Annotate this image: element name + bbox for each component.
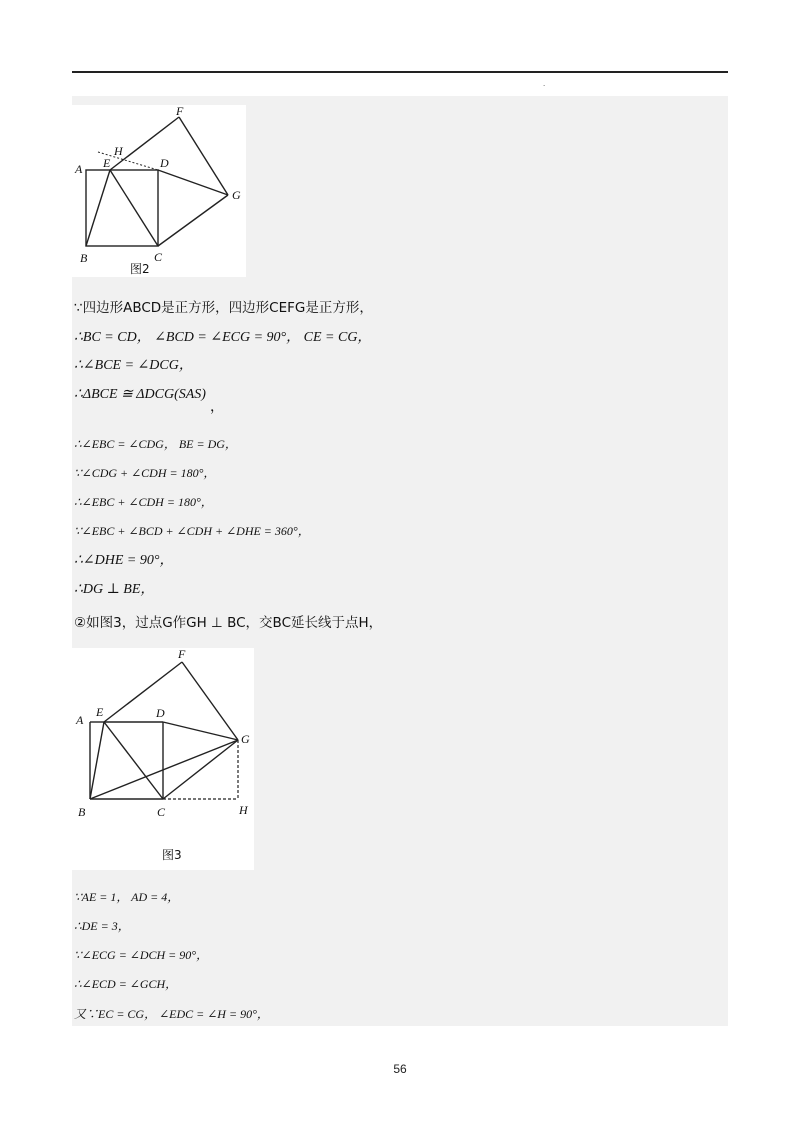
label-f: F xyxy=(178,648,186,661)
figure-2-diagram xyxy=(72,105,246,277)
label-b: B xyxy=(78,805,86,819)
text-line: ∴BC = CD， ∠BCD = ∠ECG = 90°， CE = CG， xyxy=(74,330,372,345)
segment-gc xyxy=(163,740,238,799)
segment-bg xyxy=(90,740,238,799)
segment-eb xyxy=(90,722,104,799)
label-d: D xyxy=(160,156,169,170)
segment-ec xyxy=(110,170,158,246)
label-g: G xyxy=(232,188,241,202)
label-a: A xyxy=(75,162,83,176)
figure-2 xyxy=(72,105,246,277)
label-f: F xyxy=(176,105,184,118)
text-line: ∴∠EBC + ∠CDH = 180°， xyxy=(74,495,213,509)
text-line: ∴ΔBCE ≅ ΔDCG(SAS) xyxy=(74,387,206,402)
label-d: D xyxy=(156,706,165,720)
text-line: ∴∠BCE = ∠DCG， xyxy=(74,358,193,373)
label-g: G xyxy=(241,732,250,746)
segment-ec xyxy=(104,722,163,799)
segment-eb xyxy=(86,170,110,246)
text-line: ∵∠EBC + ∠BCD + ∠CDH + ∠DHE = 360°， xyxy=(74,524,310,538)
text-line: ∵∠CDG + ∠CDH = 180°， xyxy=(74,466,216,480)
header-mark: · xyxy=(543,82,546,90)
text-line: ∴DG ⊥ BE， xyxy=(74,582,155,597)
text-line: ②如图3，过点G作GH ⊥ BC，交BC延长线于点H， xyxy=(74,615,383,631)
label-c: C xyxy=(157,805,166,819)
text-line: ∵四边形ABCD是正方形，四边形CEFG是正方形， xyxy=(74,300,373,316)
label-h: H xyxy=(114,144,123,158)
label-a: A xyxy=(76,713,84,727)
page-content xyxy=(72,96,728,1026)
label-h: H xyxy=(239,803,248,817)
label-b: B xyxy=(80,251,88,265)
text-line: ∴∠ECD = ∠GCH， xyxy=(74,977,178,991)
label-c: C xyxy=(154,250,163,264)
page-number: 56 xyxy=(393,1062,407,1076)
text-line: ， xyxy=(210,399,224,415)
segment-gc xyxy=(158,195,228,246)
figure-3-diagram xyxy=(72,648,254,870)
header-rule xyxy=(72,71,728,73)
label-e: E xyxy=(96,705,104,719)
text-line: ∵AE = 1， AD = 4， xyxy=(74,890,180,904)
segment-fg xyxy=(179,117,228,195)
text-line: 又∵EC = CG， ∠EDC = ∠H = 90°， xyxy=(74,1007,269,1021)
segment-ef xyxy=(104,662,182,722)
figure-2-caption: 图2 xyxy=(130,262,150,276)
figure-3-caption: 图3 xyxy=(162,848,182,862)
text-line: ∴∠DHE = 90°， xyxy=(74,553,174,568)
figure-3 xyxy=(72,648,254,870)
square-abcd xyxy=(86,170,158,246)
text-line: ∵∠ECG = ∠DCH = 90°， xyxy=(74,948,209,962)
label-e: E xyxy=(103,156,111,170)
segment-dg xyxy=(158,170,228,195)
text-line: ∴∠EBC = ∠CDG， BE = DG， xyxy=(74,437,237,451)
text-line: ∴DE = 3， xyxy=(74,919,130,933)
